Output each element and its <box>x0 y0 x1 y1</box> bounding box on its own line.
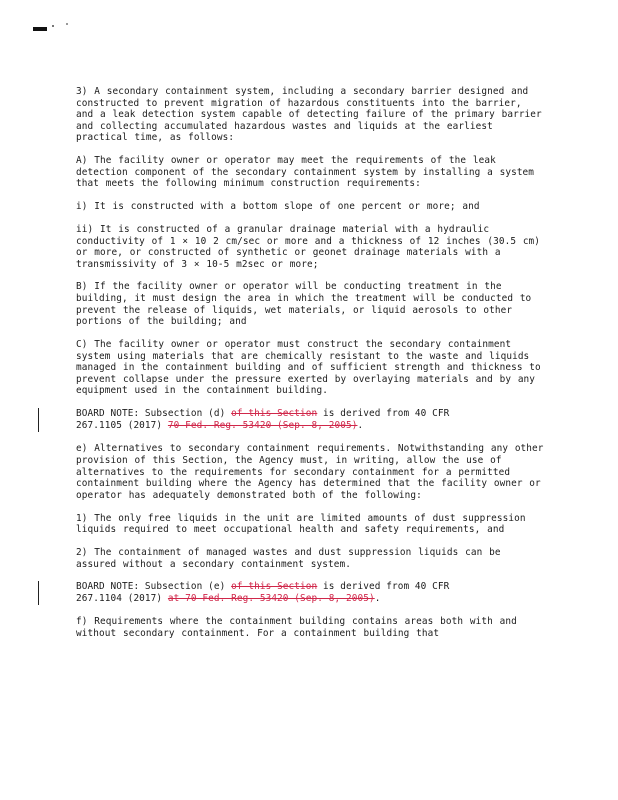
paragraph-e: e) Alternatives to secondary containment requirements. Notwithstanding any other provision of this Section, the Agency must, in writing, allow the use of alternatives to the requirements for secondary containment for a permitted containment building where the Agency has determined that the facility owner or operator has adequately demonstrated both of the following: <box>76 443 544 501</box>
paragraph-a: A) The facility owner or operator may meet the requirements of the leak detection component of the secondary containment system by installing a system that meets the following minimum construction requirements: <box>76 155 535 190</box>
paragraph-ii: ii) It is constructed of a granular drainage material with a hydraulic conductivity of 1 × 10 2 cm/sec or more and a thickness of 12 inches (30.5 cm) or more, or constructed of synthetic or geonet drainage materials with a transmissivity of 3 × 10-5 m2sec or more; <box>76 223 541 270</box>
paragraph-e2: 2) The containment of managed wastes and dust suppression liquids can be assured without a secondary containment system. <box>76 546 501 570</box>
board-note-e <box>76 581 544 604</box>
scan-mark <box>33 27 47 31</box>
scan-speck <box>66 23 68 25</box>
struck-text: of this Section <box>231 408 318 420</box>
paragraph-b: B) If the facility owner or operator will be conducting treatment in the building, it must design the area in which the treatment will be conducted to prevent the release of liquids, wet materials, or liquid aerosols to other portions of the building; and <box>76 281 532 328</box>
revision-bar <box>38 581 39 605</box>
scan-speck <box>52 25 54 27</box>
board-note-d-line2: 267.1105 (2017) 70 Fed. Reg. 53420 (Sep. 8, 2005). <box>76 419 364 431</box>
paragraph-3: 3) A secondary containment system, including a secondary barrier designed and constructed to prevent migration of hazardous constituents into the barrier, and a leak detection system capable of detecting failure of the primary barrier and collecting accumulated hazardous wastes and liquids at the earliest practical time, as follows: <box>76 86 542 144</box>
board-note-d-line1: BOARD NOTE: Subsection (d) of this Section is derived from 40 CFR <box>76 408 450 420</box>
paragraph-f: f) Requirements where the containment building contains areas both with and without secondary containment. For a containment building that <box>76 616 517 640</box>
document-body <box>76 86 544 651</box>
board-note-d <box>76 408 544 431</box>
struck-citation: at 70 Fed. Reg. 53420 (Sep. 8, 2005) <box>167 592 375 604</box>
paragraph-e1: 1) The only free liquids in the unit are limited amounts of dust suppression liquids required to meet occupational health and safety requirements, and <box>76 512 526 536</box>
board-note-e-line2: 267.1104 (2017) at 70 Fed. Reg. 53420 (Sep. 8, 2005). <box>76 592 381 604</box>
revision-bar <box>38 408 39 432</box>
struck-text: of this Section <box>231 581 318 593</box>
struck-citation: 70 Fed. Reg. 53420 (Sep. 8, 2005) <box>167 419 358 431</box>
paragraph-c: C) The facility owner or operator must construct the secondary containment system using materials that are chemically resistant to the waste and liquids managed in the containment building and of sufficient strength and thickness to prevent collapse under the pressure exerted by overlaying materials and by any equipment used in the containment building. <box>76 339 541 397</box>
paragraph-i: i) It is constructed with a bottom slope of one percent or more; and <box>76 201 480 213</box>
board-note-e-line1: BOARD NOTE: Subsection (e) of this Section is derived from 40 CFR <box>76 581 450 593</box>
